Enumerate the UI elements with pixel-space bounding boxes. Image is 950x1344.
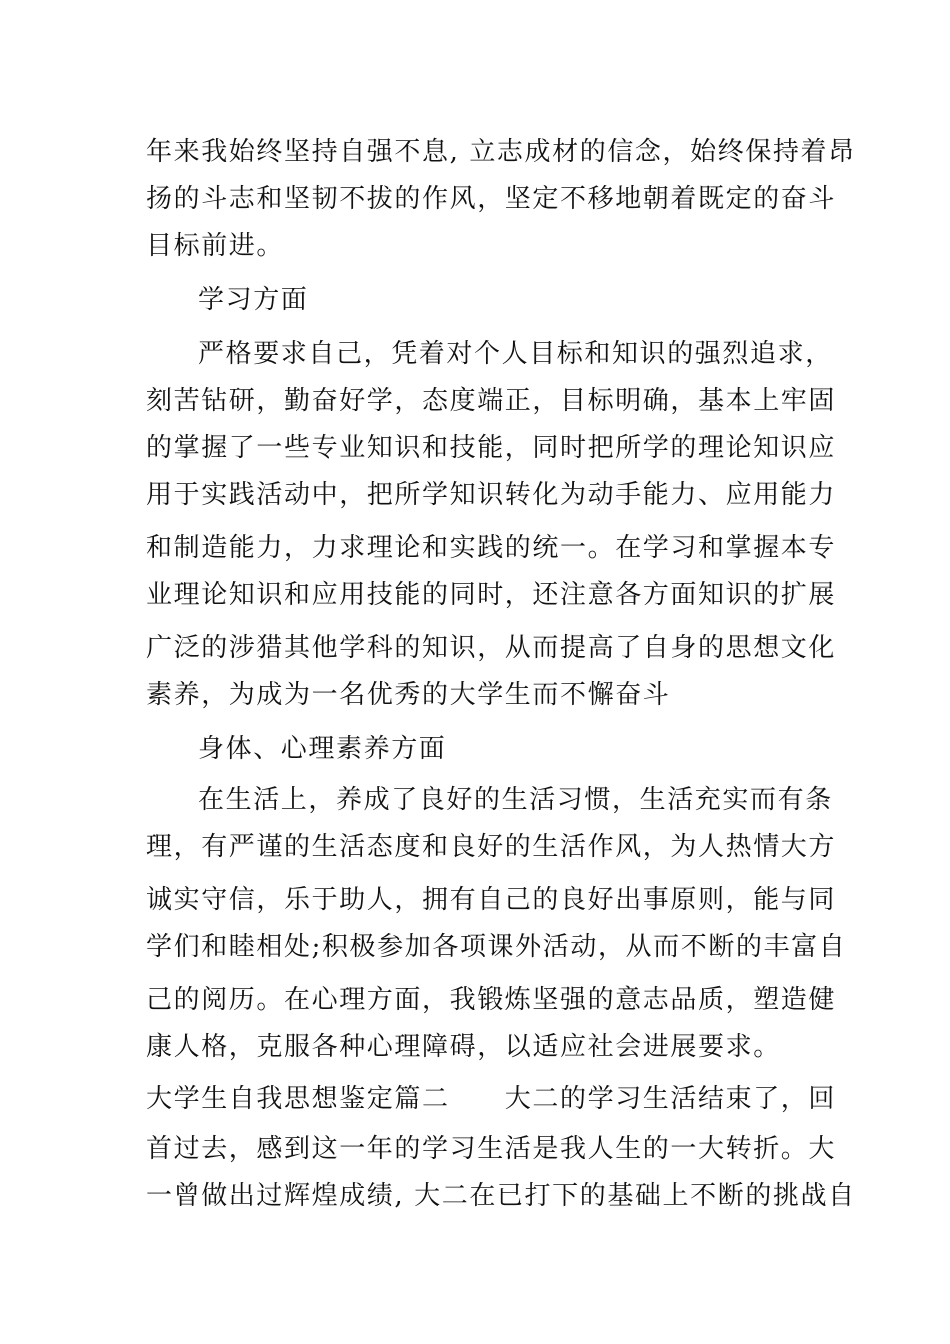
text-line: 广泛的涉猎其他学科的知识，从而提高了自身的思想文化 xyxy=(146,633,837,663)
text-line: 的掌握了一些专业知识和技能，同时把所学的理论知识应 xyxy=(146,433,837,463)
text-line: 严格要求自己，凭着对个人目标和知识的强烈追求， xyxy=(198,339,833,369)
text-line: 理，有严谨的生活态度和良好的生活作风，为人热情大方 xyxy=(146,832,837,862)
text-line: 业理论知识和应用技能的同时，还注意各方面知识的扩展 xyxy=(146,580,837,610)
section-title-line: 大学生自我思想鉴定篇二 大二的学习生活结束了，回 xyxy=(146,1084,837,1114)
text-line: 目标前进。 xyxy=(146,231,285,261)
text-line: 一曾做出过辉煌成绩, 大二在已打下的基础上不断的挑战自 xyxy=(146,1181,856,1211)
text-line: 和制造能力，力求理论和实践的统一。在学习和掌握本专 xyxy=(146,533,837,563)
text-line: 康人格，克服各种心理障碍，以适应社会进展要求。 xyxy=(146,1032,781,1062)
text-line: 用于实践活动中，把所学知识转化为动手能力、应用能力 xyxy=(146,480,837,510)
text-line: 诚实守信，乐于助人，拥有自己的良好出事原则，能与同 xyxy=(146,885,837,915)
text-line: 扬的斗志和坚韧不拔的作风，坚定不移地朝着既定的奋斗 xyxy=(146,184,837,214)
text-line: 在生活上，养成了良好的生活习惯，生活充实而有条 xyxy=(198,785,833,815)
text-line: 刻苦钻研，勤奋好学，态度端正，目标明确，基本上牢固 xyxy=(146,386,837,416)
text-line: 素养，为成为一名优秀的大学生而不懈奋斗 xyxy=(146,680,671,710)
text-line: 己的阅历。在心理方面，我锻炼坚强的意志品质，塑造健 xyxy=(146,985,837,1015)
text-line: 学们和睦相处;积极参加各项课外活动，从而不断的丰富自 xyxy=(146,932,847,962)
section-heading: 身体、心理素养方面 xyxy=(198,734,447,764)
text-line: 首过去，感到这一年的学习生活是我人生的一大转折。大 xyxy=(146,1134,837,1164)
section-heading: 学习方面 xyxy=(198,285,309,315)
text-line: 年来我始终坚持自强不息, 立志成材的信念，始终保持着昂 xyxy=(146,137,856,167)
